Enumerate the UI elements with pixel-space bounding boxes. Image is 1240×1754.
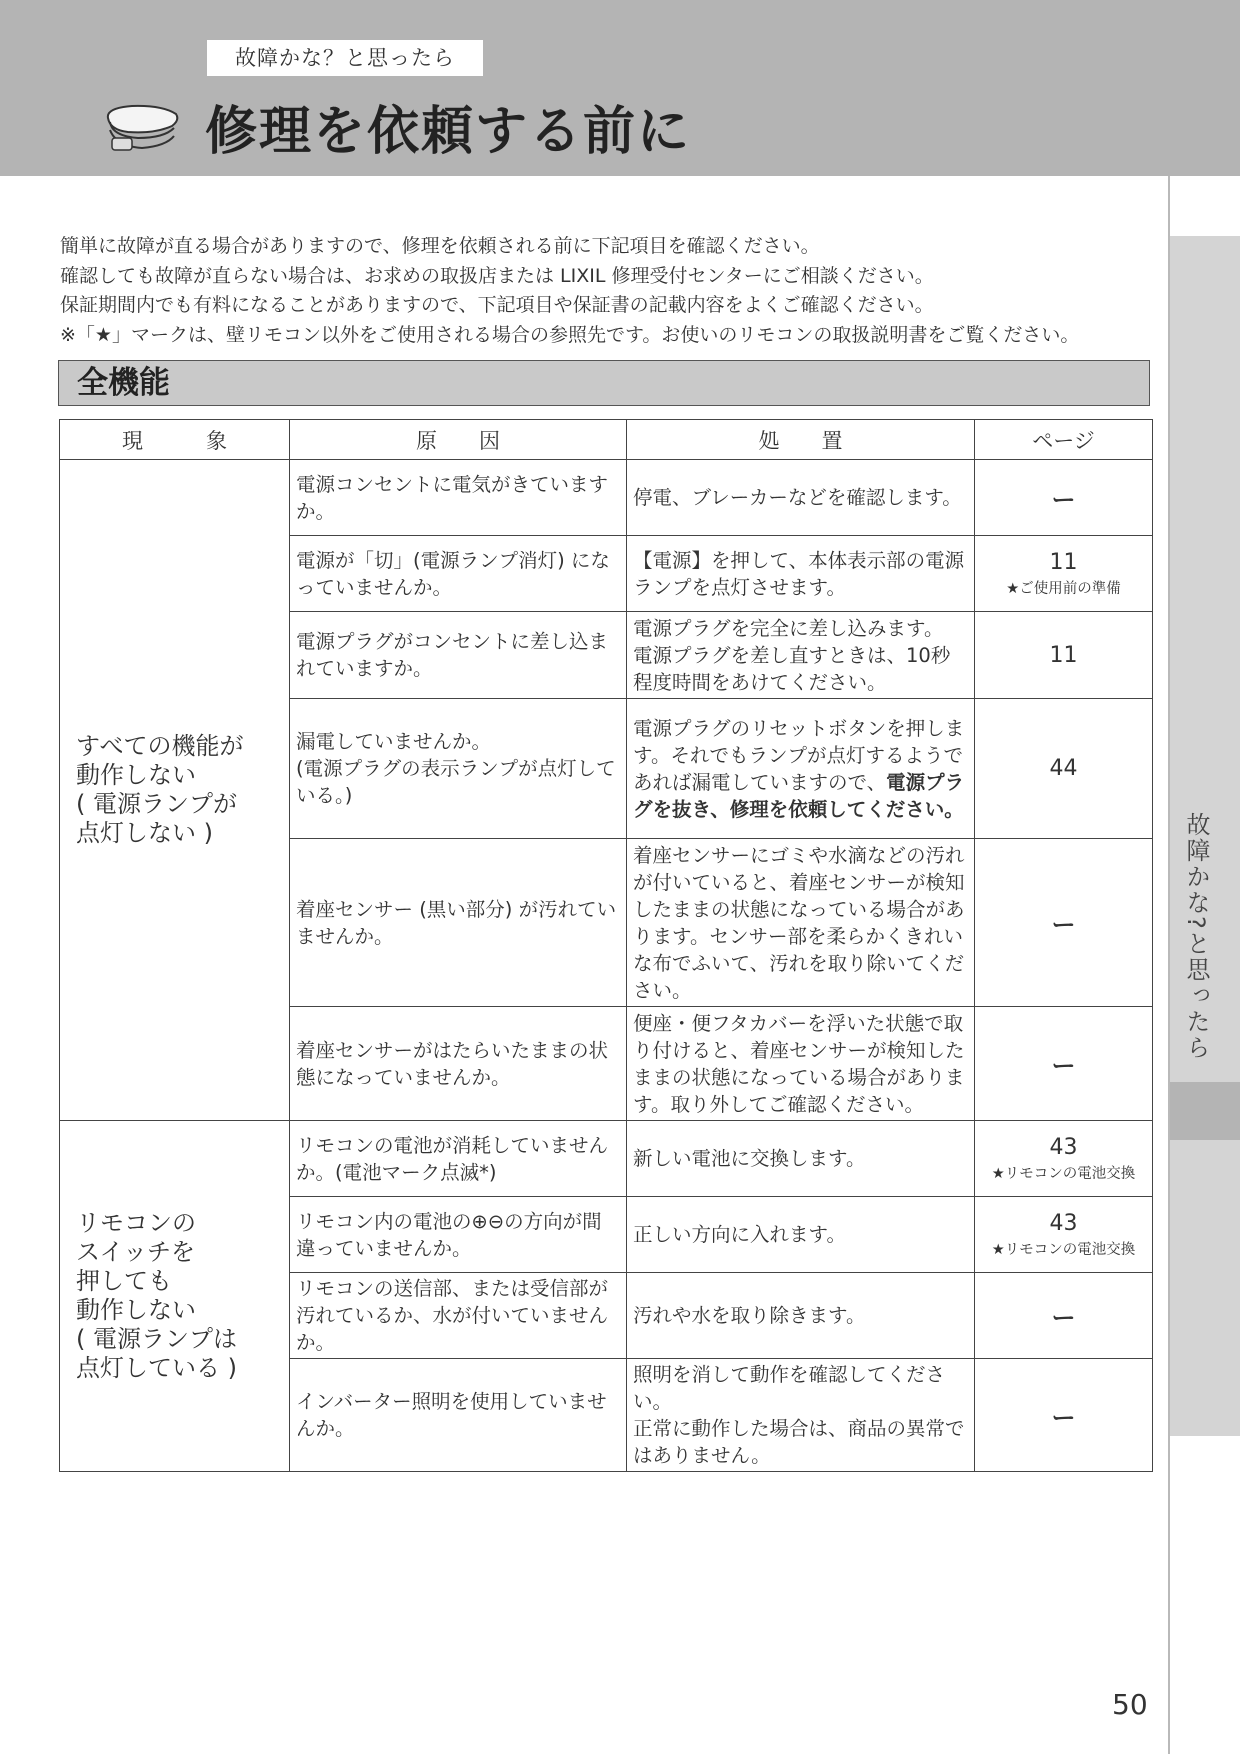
intro-line: 保証期間内でも有料になることがありますので、下記項目や保証書の記載内容をよくご確認ください。 (60, 294, 934, 316)
page-ref-cell (975, 1197, 1153, 1273)
side-index-marker (1170, 1082, 1240, 1140)
remedy-cell (627, 536, 975, 612)
header-remedy: 処 置 (627, 420, 975, 460)
cause-cell: 電源コンセントに電気がきていますか。 (290, 460, 627, 536)
intro-line: 確認しても故障が直らない場合は、お求めの取扱店または LIXIL 修理受付センターにご相談ください。 (60, 264, 934, 287)
remedy-text: 便座・便フタカバーを浮いた状態で取り付けると、着座センサーが検知したままの状態になっている場合があります。取り外してご確認ください。 (633, 1011, 965, 1116)
page-ref-cell (975, 536, 1153, 612)
toilet-seat-icon (102, 102, 182, 154)
cause-cell: リモコンの送信部、または受信部が汚れているか、水が付いていませんか。 (290, 1273, 627, 1359)
table-header-row (60, 420, 1153, 460)
section-title: 全機能 (77, 365, 170, 401)
header-symptom: 現 象 (60, 420, 290, 460)
remedy-cell (627, 612, 975, 699)
table-row (60, 460, 1153, 536)
remedy-text: 【電源】を押して、本体表示部の電源ランプを点灯させます。 (633, 548, 965, 599)
remedy-text: 汚れや水を取り除きます。 (633, 1304, 866, 1327)
page-ref: ー (1051, 911, 1076, 939)
page-ref-cell (975, 1273, 1153, 1359)
page-number: 50 (1112, 1688, 1148, 1721)
remedy-cell (627, 1273, 975, 1359)
remedy-text: 停電、ブレーカーなどを確認します。 (633, 486, 962, 509)
page-ref: ー (1051, 1403, 1076, 1432)
cause-cell: 着座センサー (黒い部分) が汚れていませんか。 (290, 839, 627, 1007)
page-ref-cell (975, 1007, 1153, 1121)
page-ref-note: ★ご使用前の準備 (1006, 580, 1121, 597)
page-ref: ー (1051, 1052, 1076, 1080)
page-ref-note: ★リモコンの電池交換 (991, 1165, 1136, 1182)
page-ref: ー (1051, 486, 1076, 514)
remedy-text: 電源プラグのリセットボタンを押します。それでもランプが点灯するようであれば漏電していますので、 (633, 716, 965, 794)
page-ref: 11 (1049, 549, 1078, 575)
remedy-cell (627, 1007, 975, 1121)
remedy-cell (627, 460, 975, 536)
table-row (60, 1121, 1153, 1197)
page-ref-cell (975, 612, 1153, 699)
cause-cell: インバーター照明を使用していませんか。 (290, 1359, 627, 1472)
remedy-text: 電源プラグを完全に差し込みます。 電源プラグを差し直すときは、10秒程度時間をあけてください。 (633, 616, 951, 694)
remedy-cell (627, 1121, 975, 1197)
cause-cell: 漏電していませんか。 (電源プラグの表示ランプが点灯している。) (290, 699, 627, 839)
intro-text (60, 232, 1160, 350)
page-ref-cell (975, 839, 1153, 1007)
remedy-cell (627, 699, 975, 839)
side-index-label: 故障かな?と思ったら (1182, 812, 1210, 1061)
intro-line: ※「★」マークは、壁リモコン以外をご使用される場合の参照先です。お使いのリモコンの取扱説明書をご覧ください。 (60, 323, 1080, 346)
symptom-cell: すべての機能が 動作しない ( 電源ランプが 点灯しない ) (60, 460, 290, 1121)
page-ref-cell (975, 1359, 1153, 1472)
remedy-emphasis: 電源プラグを抜き、修理を依頼してください。 (633, 770, 965, 821)
cause-cell: リモコン内の電池の⊕⊖の方向が間違っていませんか。 (290, 1197, 627, 1273)
remedy-text: 正しい方向に入れます。 (633, 1223, 846, 1246)
page-ref-cell (975, 1121, 1153, 1197)
page-ref: 43 (1049, 1134, 1078, 1160)
remedy-text: 照明を消して動作を確認してください。 正常に動作した場合は、商品の異常ではありません。 (633, 1363, 965, 1467)
page-ref-cell (975, 699, 1153, 839)
cause-cell: リモコンの電池が消耗していませんか。(電池マーク点滅*) (290, 1121, 627, 1197)
troubleshooting-table (59, 419, 1153, 1472)
remedy-cell (627, 839, 975, 1007)
section-bar (58, 360, 1150, 406)
page-ref-cell (975, 460, 1153, 536)
symptom-cell: リモコンの スイッチを 押しても 動作しない ( 電源ランプは 点灯している ) (60, 1121, 290, 1472)
page-ref: 44 (1049, 756, 1078, 781)
breadcrumb: 故障かな？と思ったら (207, 40, 483, 76)
cause-cell: 電源プラグがコンセントに差し込まれていますか。 (290, 612, 627, 699)
cause-cell: 電源が「切」(電源ランプ消灯) になっていませんか。 (290, 536, 627, 612)
header-cause: 原 因 (290, 420, 627, 460)
cause-cell: 着座センサーがはたらいたままの状態になっていませんか。 (290, 1007, 627, 1121)
page-ref-note: ★リモコンの電池交換 (991, 1241, 1136, 1258)
page-ref: ー (1051, 1304, 1076, 1332)
page-title: 修理を依頼する前に (205, 102, 692, 162)
remedy-cell (627, 1359, 975, 1472)
intro-line: 簡単に故障が直る場合がありますので、修理を依頼される前に下記項目を確認ください。 (60, 235, 820, 257)
remedy-cell (627, 1197, 975, 1273)
page-ref: 43 (1049, 1210, 1078, 1236)
header-page: ページ (975, 420, 1153, 460)
page-ref: 11 (1049, 642, 1078, 668)
remedy-text: 新しい電池に交換します。 (633, 1147, 866, 1170)
remedy-text: 着座センサーにゴミや水滴などの汚れが付いていると、着座センサーが検知したままの状態になっている場合があります。センサー部を柔らかくきれいな布でふいて、汚れを取り除いてください。 (633, 843, 965, 1002)
